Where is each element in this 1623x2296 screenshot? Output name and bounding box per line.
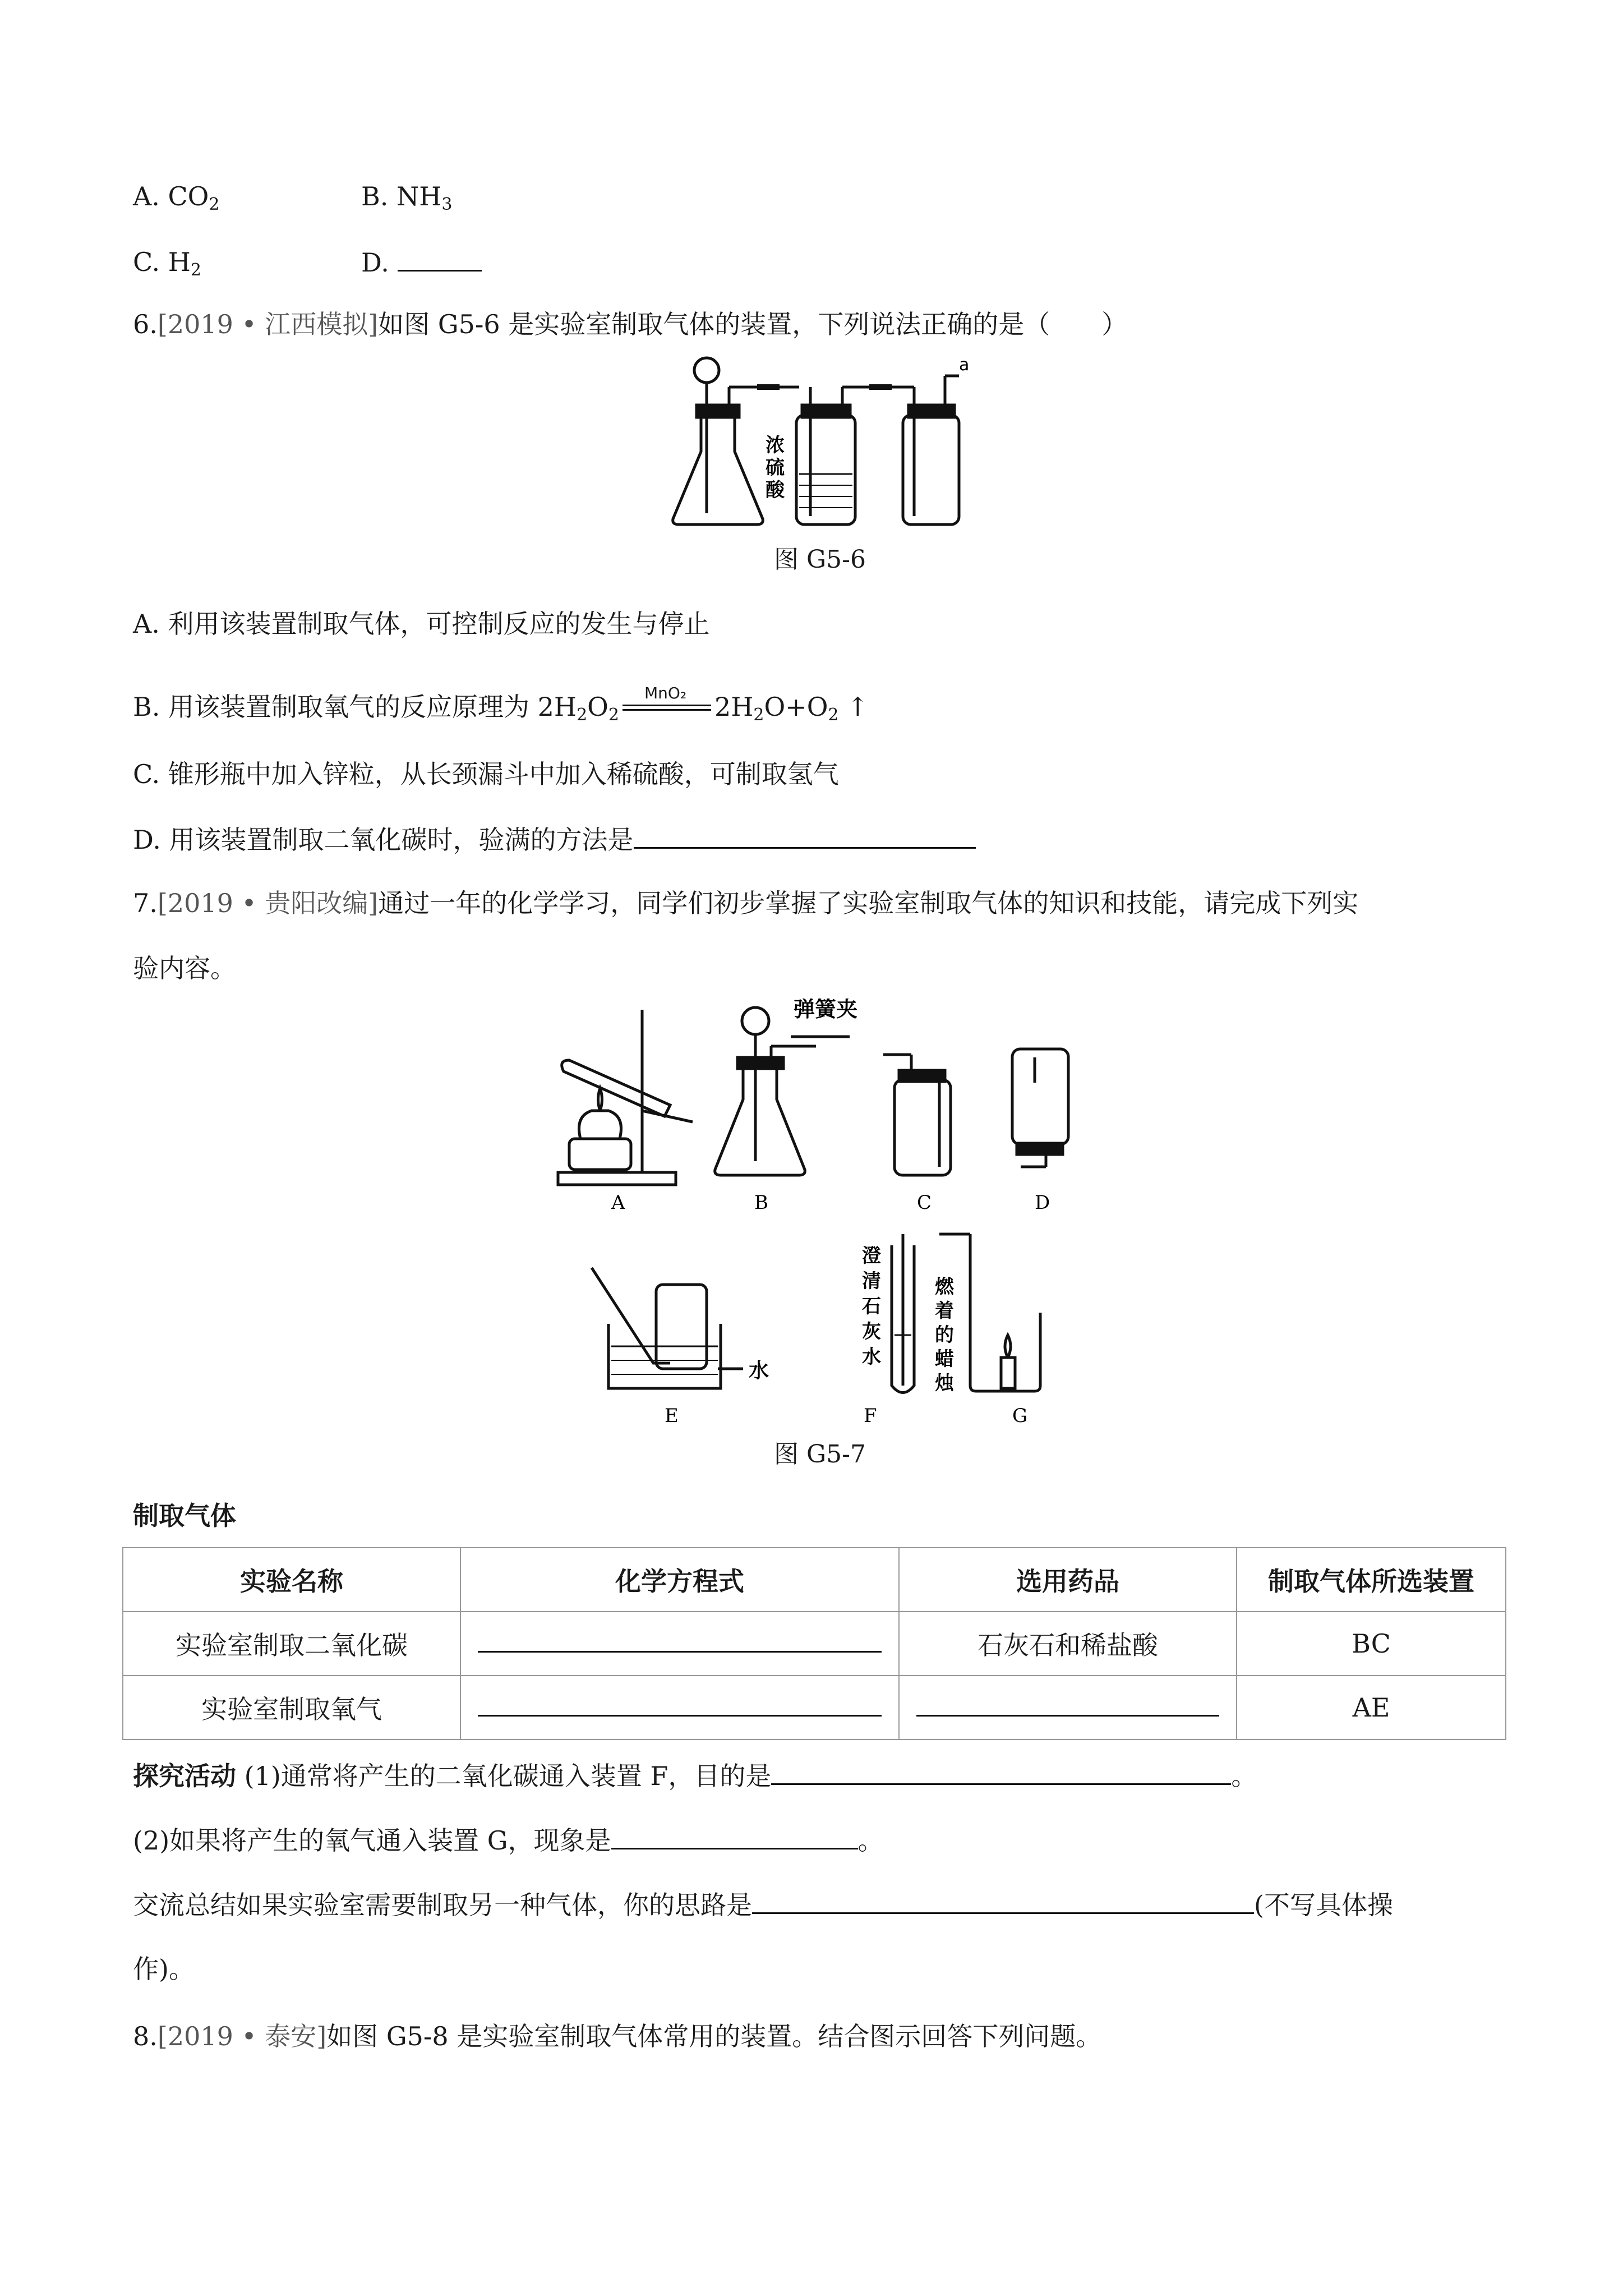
acid-label-1: 浓 [766,434,785,457]
option-c: C. $H_2$ [133,247,202,280]
catalyst-label: MnO₂ [644,684,687,702]
figure-caption-g5-7: 图 G5-7 [774,1440,866,1469]
q6-option-d: D. 用该装置制取二氧化碳时，验满的方法是 [133,822,976,857]
acid-label-2: 硫 [766,457,785,479]
cell-reagent [899,1676,1237,1740]
table-title: 制取气体 [133,1501,236,1531]
clamp-label: 弹簧夹 [794,999,858,1022]
candle-label-4: 蜡 [935,1348,954,1370]
figure-caption-g5-6: 图 G5-6 [774,545,866,574]
table-row [123,1612,1506,1676]
experiment-table [122,1547,1506,1740]
cell-equation [460,1612,899,1676]
summary-1: 交流总结如果实验室需要制取另一种气体，你的思路是 (不写具体操 [133,1888,1393,1922]
limewater-label-4: 灰 [862,1320,881,1343]
question-8-stem: 8.[2019 • 泰安]如图 G5-8 是实验室制取气体常用的装置。结合图示回答下列问题。 [133,2021,1102,2051]
answer-blank[interactable] [478,1692,882,1717]
option-b: B. $NH_3$ [361,181,453,214]
cell-device: BC [1237,1612,1506,1676]
label-a: a [959,355,970,375]
header-reagent: 选用药品 [899,1548,1237,1612]
table-header-row [123,1548,1506,1612]
label-G: G [1012,1405,1028,1427]
header-equation: 化学方程式 [460,1548,899,1612]
q6-option-a: A. 利用该装置制取气体，可控制反应的发生与停止 [133,609,710,639]
table-row [123,1676,1506,1740]
cell-equation [460,1676,899,1740]
candle-label-5: 烛 [935,1372,954,1395]
candle-label-2: 着 [935,1300,954,1322]
question-6-stem: 6.[2019 • 江西模拟]如图 G5-6 是实验室制取气体的装置，下列说法正确的是（ ） [133,309,1128,339]
limewater-label-1: 澄 [862,1245,881,1267]
answer-blank[interactable] [398,245,482,272]
explore-1: 探究活动 (1)通常将产生的二氧化碳通入装置 F，目的是 。 [133,1759,1257,1793]
explore-2: (2)如果将产生的氧气通入装置 G，现象是 。 [133,1823,884,1857]
summary-2: 作)。 [133,1954,195,1984]
apparatus-set-diagram [552,999,1091,1436]
cell-name: 实验室制取二氧化碳 [123,1612,460,1676]
limewater-label-5: 水 [862,1346,881,1368]
q6-option-b: B. 用该装置制取氧气的反应原理为 $2H_2O_2$ MnO₂ $2H_2O+O_2$ ↑ [133,690,869,732]
cell-device: AE [1237,1676,1506,1740]
figure-g5-6 [662,353,976,533]
question-7-stem-cont: 验内容。 [133,953,236,983]
answer-blank[interactable] [916,1692,1219,1717]
acid-label-3: 酸 [766,479,785,501]
label-D: D [1035,1191,1050,1214]
label-A: A [611,1191,625,1214]
candle-label-1: 燃 [935,1276,954,1298]
header-experiment-name: 实验名称 [123,1548,460,1612]
answer-blank[interactable] [478,1628,882,1653]
answer-blank[interactable] [771,1759,1231,1785]
option-d: D. [361,245,482,279]
cell-reagent: 石灰石和稀盐酸 [899,1612,1237,1676]
candle-label-3: 的 [935,1324,954,1346]
answer-blank[interactable] [611,1823,858,1849]
question-7-stem: 7.[2019 • 贵阳改编]通过一年的化学学习，同学们初步掌握了实验室制取气体的知识和技能，请完成下列实 [133,888,1359,918]
header-device: 制取气体所选装置 [1237,1548,1506,1612]
label-B: B [754,1191,768,1214]
q6-option-c: C. 锥形瓶中加入锌粒，从长颈漏斗中加入稀硫酸，可制取氢气 [133,759,839,789]
water-label: 水 [749,1359,769,1382]
cell-name: 实验室制取氧气 [123,1676,460,1740]
label-F: F [864,1405,877,1427]
label-C: C [917,1191,932,1214]
option-a: A. $CO_2$ [133,181,220,214]
limewater-label-3: 石 [862,1295,881,1318]
limewater-label-2: 清 [862,1270,881,1292]
gas-apparatus-diagram [662,353,976,533]
figure-g5-7 [552,999,1091,1436]
label-E: E [665,1405,679,1427]
answer-blank[interactable] [634,822,976,849]
answer-blank[interactable] [752,1888,1254,1914]
